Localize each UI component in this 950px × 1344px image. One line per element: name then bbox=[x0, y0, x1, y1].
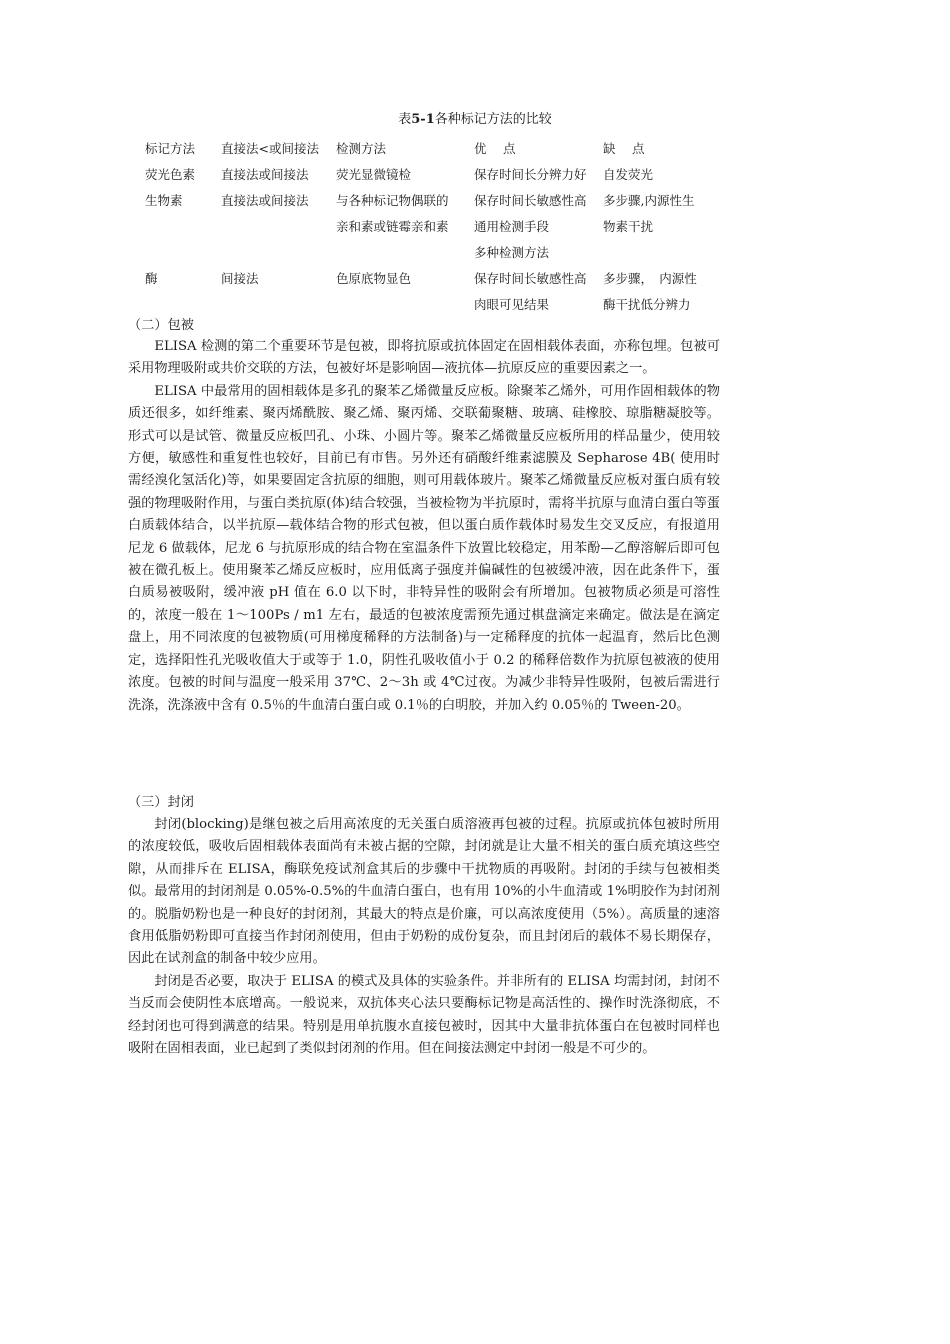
table-cell: 生物素 bbox=[145, 193, 183, 208]
table-cell bbox=[336, 292, 474, 318]
paragraph: 封闭(blocking)是继包被之后用高浓度的无关蛋白质溶液再包被的过程。抗原或抗体包被时所用的浓度较低，吸收后固相载体表面尚有未被占据的空隙，封闭就是让大量不相关的蛋白质充填这些空隙，从而排斥在 ELISA，酶联免疫试剂盒其后的步骤中干扰物质的再吸附。封闭的手续与包被相类似。最常用的封闭剂是 0.05%-0.5%的牛血清白蛋白，也有用 10%的小牛血清或 1%明胶作为封闭剂的。脱脂奶粉也是一种良好的封闭剂，其最大的特点是价廉，可以高浓度使用（5%）。高质量的速溶食用低脂奶粉即可直接当作封闭剂使用，但由于奶粉的成份复杂，而且封闭后的载体不易长期保存，因此在试剂盒的制备中较少应用。 bbox=[128, 817, 720, 967]
table-cell: 亲和素或链霉亲和素 bbox=[336, 219, 449, 234]
table-cell: 直接法或间接法 bbox=[221, 167, 309, 182]
table-cell: 间接法 bbox=[221, 271, 259, 286]
table-cell bbox=[145, 240, 221, 266]
table-cell bbox=[145, 214, 221, 240]
table-cell: 荧光色素 bbox=[145, 167, 196, 182]
caption-prefix: 表 bbox=[398, 112, 412, 127]
table-cell: 色原底物显色 bbox=[336, 271, 412, 286]
table-cell: 酶 bbox=[145, 271, 158, 286]
table-cell: 物素干扰 bbox=[603, 219, 654, 234]
table-cell: 优 点 bbox=[474, 141, 516, 156]
caption-number: 5-1 bbox=[411, 112, 435, 127]
table-cell: 肉眼可见结果 bbox=[474, 297, 550, 312]
table-cell: 荧光显微镜检 bbox=[336, 167, 412, 182]
table-cell: 保存时间长分辨力好 bbox=[474, 167, 587, 182]
table-cell: 标记方法 bbox=[145, 141, 196, 156]
table-cell: 直接法<或间接法 bbox=[221, 141, 319, 156]
paragraph: ELISA 检测的第二个重要环节是包被，即将抗原或抗体固定在固相载体表面，亦称包埋。包被可采用物理吸附或共价交联的方法，包被好坏是影响固—液抗体—抗原反应的重要因素之一。 bbox=[128, 339, 720, 377]
table-cell: 通用检测手段 bbox=[474, 219, 550, 234]
table-cell: 检测方法 bbox=[336, 141, 387, 156]
table-cell bbox=[221, 214, 336, 240]
table-row bbox=[145, 240, 713, 266]
caption-text: 各种标记方法的比较 bbox=[434, 112, 552, 127]
table-caption bbox=[0, 110, 950, 130]
table-row bbox=[145, 188, 713, 214]
section-heading-blocking: （三）封闭 bbox=[128, 795, 194, 810]
table-cell bbox=[603, 240, 713, 266]
table-cell: 保存时间长敏感性高 bbox=[474, 193, 587, 208]
table-cell bbox=[221, 240, 336, 266]
table-cell: 直接法或间接法 bbox=[221, 193, 309, 208]
table-row bbox=[145, 266, 713, 292]
section-coating bbox=[128, 336, 720, 717]
table-cell: 保存时间长敏感性高 bbox=[474, 271, 587, 286]
paragraph: ELISA 中最常用的固相载体是多孔的聚苯乙烯微量反应板。除聚苯乙烯外，可用作固相载体的物质还很多，如纤维素、聚丙烯酰胺、聚乙烯、聚丙烯、交联葡聚糖、玻璃、硅橡胶、琼脂糖凝胶等。形式可以是试管、微量反应板凹孔、小珠、小圆片等。聚苯乙烯微量反应板所用的样品量少，使用较方便，敏感性和重复性也较好，目前已有市售。另外还有硝酸纤维素滤膜及 Sepharose 4B( 使用时需经溴化氢活化)等，如果要固定含抗原的细胞，则可用载体玻片。聚苯乙烯微量反应板对蛋白质有较强的物理吸附作用，与蛋白类抗原(体)结合较强，当被检物为半抗原时，需将半抗原与血清白蛋白等蛋白质载体结合，以半抗原—载体结合物的形式包被，但以蛋白质作载体时易发生交叉反应，有报道用尼龙 6 做载体，尼龙 6 与抗原形成的结合物在室温条件下放置比较稳定，用苯酚—乙醇溶解后即可包被在微孔板上。使用聚苯乙烯反应板时，应用低离子强度并偏碱性的包被缓冲液，因在此条件下，蛋白质易被吸附，缓冲液 pH 值在 6.0 以下时，非特异性的吸附会有所增加。包被物质必须是可溶性的，浓度一般在 1～100Ps / m1 左右，最适的包被浓度需预先通过棋盘滴定来确定。做法是在滴定盘上，用不同浓度的包被物质(可用梯度稀释的方法制备)与一定稀释度的抗体一起温育，然后比色测定，选择阳性孔光吸收值大于或等于 1.0，阴性孔吸收值小于 0.2 的稀释倍数作为抗原包被液的使用浓度。包被的时间与温度一般采用 37℃、2～3h 或 4℃过夜。为减少非特异性吸附，包被后需进行洗涤，洗涤液中含有 0.5％的牛血清白蛋白或 0.1％的白明胶，并加入约 0.05％的 Tween-20。 bbox=[128, 383, 720, 713]
table-row bbox=[145, 162, 713, 188]
table-row bbox=[145, 214, 713, 240]
table-cell: 多步骤,内源性生 bbox=[603, 193, 695, 208]
table-cell: 多种检测方法 bbox=[474, 245, 550, 260]
paragraph: 封闭是否必要，取决于 ELISA 的模式及具体的实验条件。并非所有的 ELISA 均需封闭，封闭不当反而会使阴性本底增高。一般说来，双抗体夹心法只要酶标记物是高活性的、操作时洗涤彻底，不经封闭也可得到满意的结果。特别是用单抗腹水直接包被时，因其中大量非抗体蛋白在包被时同样也吸附在固相表面，业已起到了类似封闭剂的作用。但在间接法测定中封闭一般是不可少的。 bbox=[128, 973, 720, 1057]
comparison-table bbox=[145, 136, 713, 318]
table-row bbox=[145, 292, 713, 318]
section-blocking bbox=[128, 814, 720, 1060]
table-cell: 自发荧光 bbox=[603, 167, 654, 182]
table-cell bbox=[221, 292, 336, 318]
table-cell: 缺 点 bbox=[603, 141, 645, 156]
section-heading-coating: （二）包被 bbox=[128, 318, 194, 333]
table-cell: 酶干扰低分辨力 bbox=[603, 297, 691, 312]
table-cell bbox=[336, 240, 474, 266]
table-header-row bbox=[145, 136, 713, 162]
table-cell: 多步骤， 内源性 bbox=[603, 271, 697, 286]
table-cell: 与各种标记物偶联的 bbox=[336, 193, 449, 208]
